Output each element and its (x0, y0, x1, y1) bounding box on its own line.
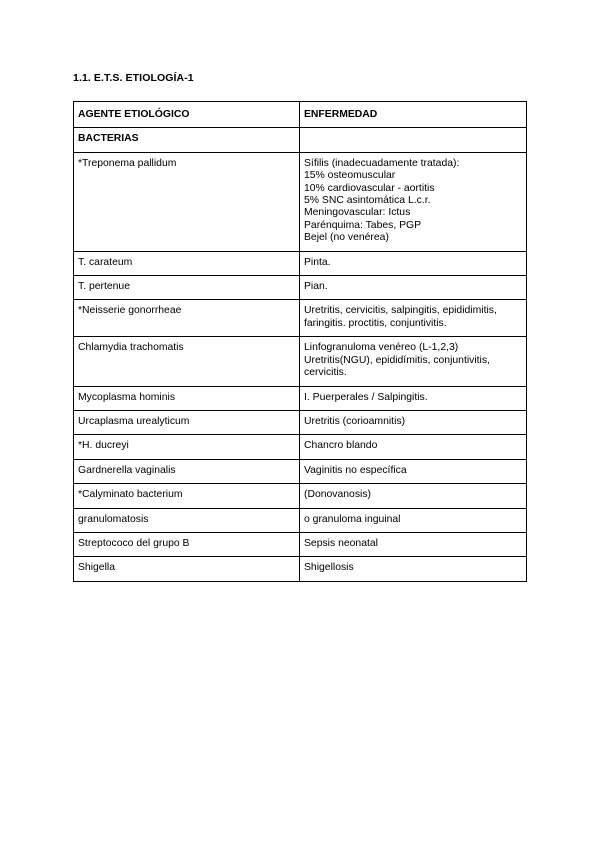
disease-cell (300, 459, 527, 483)
table-row (74, 435, 527, 459)
agent-cell: Mycoplasma hominis (74, 386, 300, 410)
disease-line: Uretritis (corioamnitis) (304, 415, 406, 427)
table-row (74, 386, 527, 410)
disease-line: Vaginitis no específica (304, 464, 407, 476)
disease-cell (300, 386, 527, 410)
disease-cell (300, 508, 527, 532)
disease-cell (300, 300, 527, 337)
agent-cell: T. carateum (74, 251, 300, 275)
disease-cell (300, 532, 527, 556)
disease-line: (Donovanosis) (304, 489, 371, 501)
disease-line: 10% cardiovascular - aortitis (304, 182, 435, 194)
disease-line: 5% SNC asintomática L.c.r. (304, 195, 431, 207)
table-row (74, 532, 527, 556)
table-header-row (74, 102, 527, 128)
table-row (74, 508, 527, 532)
disease-cell (300, 484, 527, 508)
disease-line: Uretritis(NGU), epididímitis, conjuntivitis, (304, 354, 490, 366)
table-body (74, 128, 527, 581)
agent-cell: Shigella (74, 557, 300, 581)
disease-cell (300, 251, 527, 275)
disease-line: cervicitis. (304, 367, 347, 379)
disease-line: faringitis. proctitis, conjuntivitis. (304, 317, 447, 329)
table-row (74, 484, 527, 508)
table-row (74, 152, 527, 251)
disease-line: Meningovascular: Ictus (304, 207, 411, 219)
disease-cell (300, 337, 527, 386)
disease-cell (300, 152, 527, 251)
agent-cell: T. pertenue (74, 276, 300, 300)
disease-cell (300, 276, 527, 300)
disease-line: Sepsis neonatal (304, 537, 378, 549)
etiology-table (73, 101, 527, 582)
disease-line: Bejel (no venérea) (304, 232, 389, 244)
section-label: BACTERIAS (74, 128, 300, 152)
agent-cell: Streptococo del grupo B (74, 532, 300, 556)
table-row (74, 300, 527, 337)
disease-line: o granuloma inguinal (304, 513, 401, 525)
disease-line: Sífilis (inadecuadamente tratada): (304, 157, 460, 169)
agent-cell: *Treponema pallidum (74, 152, 300, 251)
table-row (74, 251, 527, 275)
section-empty-cell (300, 128, 527, 152)
disease-line: Parénquima: Tabes, PGP (304, 219, 422, 231)
header-agent: AGENTE ETIOLÓGICO (74, 102, 300, 128)
agent-cell: *Calyminato bacterium (74, 484, 300, 508)
disease-line: Uretritis, cervicitis, salpingitis, epididimitis, (304, 305, 497, 317)
disease-cell (300, 410, 527, 434)
agent-cell: granulomatosis (74, 508, 300, 532)
section-row (74, 128, 527, 152)
header-disease: ENFERMEDAD (300, 102, 527, 128)
document-title: 1.1. E.T.S. ETIOLOGÍA-1 (73, 72, 194, 84)
table-row (74, 337, 527, 386)
agent-cell: Chlamydia trachomatis (74, 337, 300, 386)
disease-line: Pian. (304, 281, 328, 293)
table-row (74, 276, 527, 300)
agent-cell: Gardnerella vaginalis (74, 459, 300, 483)
disease-line: Shigellosis (304, 562, 354, 574)
agent-cell: Urcaplasma urealyticum (74, 410, 300, 434)
table-row (74, 459, 527, 483)
table-row (74, 557, 527, 581)
agent-cell: *H. ducreyi (74, 435, 300, 459)
disease-line: Linfogranuloma venéreo (L-1,2,3) (304, 342, 459, 354)
disease-line: Pinta. (304, 256, 331, 268)
table-row (74, 410, 527, 434)
disease-cell (300, 435, 527, 459)
disease-line: Chancro blando (304, 440, 378, 452)
agent-cell: *Neisserie gonorrheae (74, 300, 300, 337)
disease-line: 15% osteomuscular (304, 170, 396, 182)
disease-line: I. Puerperales / Salpingitis. (304, 391, 428, 403)
disease-cell (300, 557, 527, 581)
